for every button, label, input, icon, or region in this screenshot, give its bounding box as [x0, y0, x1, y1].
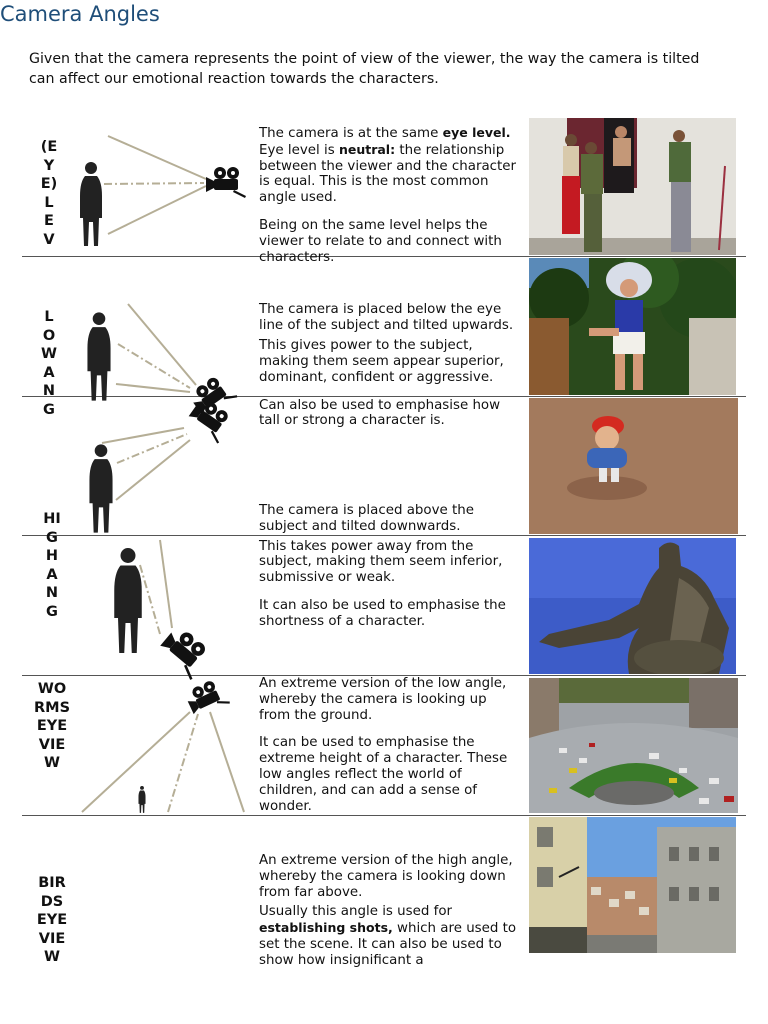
label-line: H: [45, 548, 59, 564]
label-line: RMS: [33, 699, 71, 716]
eye-level-diagram: [80, 136, 246, 246]
label-line: W: [41, 346, 57, 362]
high-angle-diagram: [89, 396, 235, 533]
label-line: EYE: [36, 718, 68, 734]
intro-paragraph: Given that the camera represents the point of view of the viewer, the way the camera is tilted can affect our emotional reaction towards the characters.: [29, 51, 700, 87]
worms-eye-text: An extreme version of the low angle, whereby the camera is looking up from the ground. It can be used to emphasise the extreme height of a character. These low angles reflect the world of children, and can add a sense of wonder.: [259, 676, 508, 814]
photo-eye-level: [529, 118, 736, 255]
label-line: BIR: [38, 875, 66, 891]
label-line: VIE: [38, 930, 66, 947]
angle-diagrams: [0, 0, 260, 1024]
label-line: (E: [40, 139, 58, 155]
high-angle-text: The camera is placed above the subject and tilted downwards. This takes power away from the subject, making them seem inferior, submissive or weak. It can also be used to emphasise the shortness of a character.: [259, 503, 506, 629]
label-line: A: [46, 566, 58, 583]
photo-birds-eye-street: [529, 817, 736, 953]
high-angle-diagram-2: [114, 540, 214, 681]
label-line: EYE: [36, 912, 68, 928]
photo-worms-eye-statue: [529, 538, 736, 674]
label-line: N: [45, 585, 59, 601]
label-line: WO: [37, 681, 67, 697]
label-line: E): [40, 176, 58, 192]
photo-high-angle: [529, 398, 738, 534]
page-title: Camera Angles: [0, 2, 160, 26]
label-line: W: [44, 949, 60, 965]
label-line: HI: [43, 511, 61, 527]
label-line: G: [46, 529, 58, 546]
label-line: VIE: [38, 736, 66, 753]
label-line: V: [43, 231, 55, 248]
worms-eye-diagram: [82, 677, 244, 813]
low-angle-text: The camera is placed below the eye line of the subject and tilted upwards. This gives power to the subject, making them seem appear superior, dominant, confident or aggressive. Can also be used to emphasise how tall or strong a character is.: [259, 302, 514, 429]
label-line: E: [44, 213, 54, 229]
birds-eye-text: An extreme version of the high angle, whereby the camera is looking down from far above. Usually this angle is used for establishing shots, which are used to set the scene. It can also be used to show how insignificant a: [259, 853, 517, 968]
label-line: G: [46, 603, 58, 620]
photo-low-angle: [529, 258, 736, 395]
label-line: Y: [43, 157, 55, 174]
label-line: L: [44, 309, 54, 325]
label-line: A: [43, 364, 55, 381]
label-line: O: [42, 327, 56, 344]
label-line: L: [44, 194, 54, 211]
label-line: G: [43, 401, 55, 418]
label-line: DS: [40, 893, 64, 910]
label-line: W: [44, 755, 60, 771]
label-line: N: [42, 383, 56, 399]
eye-level-text: The camera is at the same eye level. Eye level is neutral: the relationship between the viewer and the character is equal. This is the most common angle used. Being on the same level helps the viewer to relate to and connect with characters.: [259, 125, 517, 265]
low-angle-diagram: [87, 304, 238, 420]
photo-birds-eye-square: [529, 678, 738, 813]
